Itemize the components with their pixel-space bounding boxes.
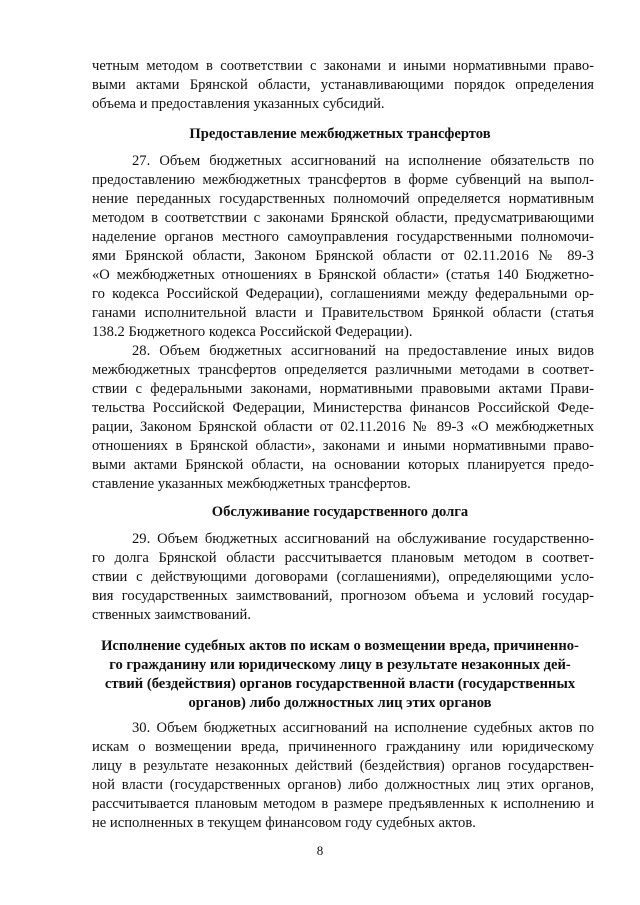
para-29-line: ствии с действующими договорами (соглашениями), определяющими усло- [92, 569, 594, 585]
section-heading-court-acts-line: органов) либо должностных лиц этих органов [188, 695, 492, 711]
intro-line: выми актами Брянской области, устанавливающими порядок определения [92, 77, 594, 93]
para-28-line: выми актами Брянской области, на основании которых планируется предо- [92, 457, 594, 473]
para-30-line: лицу в результате незаконных действий (бездействия) органов государствен- [92, 758, 594, 774]
para-28-line: рации, Законом Брянской области от 02.11.2016 № 89-З «О межбюджетных [92, 419, 594, 435]
para-29-line: 29. Объем бюджетных ассигнований на обслуживание государственно- [132, 531, 594, 547]
para-29-line: ственных заимствований. [92, 607, 251, 623]
section-heading-court-acts-line: го гражданину или юридическому лицу в результате незаконных дей- [109, 657, 571, 673]
para-27-line: нение переданных государственных полномочий определяется нормативным [92, 191, 594, 207]
para-28-line: ставление указанных межбюджетных трансфертов. [92, 476, 411, 492]
para-27-line: «О межбюджетных отношениях в Брянской области» (статья 140 Бюджетно- [92, 267, 594, 283]
section-heading-transfers: Предоставление межбюджетных трансфертов [189, 126, 491, 142]
para-30-line: не исполненных в текущем финансовом году судебных актов. [92, 815, 476, 831]
para-27-line: наделение органов местного самоуправления государственными полномочи- [92, 229, 594, 245]
section-heading-court-acts-line: ствий (бездействия) органов государственной власти (государственных [104, 676, 576, 692]
para-30-line: искам о возмещении вреда, причиненного гражданину или юридическому [92, 739, 594, 755]
section-heading-court-acts-line: Исполнение судебных актов по искам о возмещении вреда, причиненно- [101, 638, 579, 654]
page-number: 8 [316, 843, 324, 858]
intro-line: объема и предоставления указанных субсидий. [92, 96, 385, 112]
intro-line: четным методом в соответствии с законами и иными нормативными право- [92, 58, 594, 74]
para-29-line: го долга Брянской области рассчитывается плановым методом в соответ- [92, 550, 594, 566]
para-27-line: го кодекса Российской Федерации), соглашениями между федеральными ор- [92, 286, 594, 302]
para-28-line: межбюджетных трансфертов определяется различными методами в соответ- [92, 362, 594, 378]
para-27-line: ганами исполнительной власти и Правительством Брянкой области (статья [92, 305, 594, 321]
section-heading-debt-service: Обслуживание государственного долга [211, 504, 469, 520]
para-28-line: 28. Объем бюджетных ассигнований на предоставление иных видов [132, 343, 594, 359]
para-30-line: ной власти (государственных органов) либо должностных лиц этих органов, [92, 777, 594, 793]
para-30-line: рассчитывается плановым методом в размере предъявленных к исполнению и [92, 796, 594, 812]
para-28-line: тельства Российской Федерации, Министерства финансов Российской Феде- [92, 400, 594, 416]
para-29-line: вия государственных заимствований, прогнозом объема и условий государ- [92, 588, 594, 604]
para-30-line: 30. Объем бюджетных ассигнований на исполнение судебных актов по [132, 720, 594, 736]
para-27-line: предоставлению межбюджетных трансфертов в форме субвенций на выпол- [92, 172, 594, 188]
para-27-line: 138.2 Бюджетного кодекса Российской Федерации). [92, 324, 413, 340]
para-28-line: ствии с федеральными законами, нормативными правовыми актами Прави- [92, 381, 594, 397]
para-27-line: методом в соответствии с законами Брянской области, предусматривающими [92, 210, 594, 226]
para-27-line: 27. Объем бюджетных ассигнований на исполнение обязательств по [132, 153, 594, 169]
para-27-line: ями Брянской области, Законом Брянской области от 02.11.2016 № 89-З [92, 248, 594, 264]
para-28-line: отношениях в Брянской области», законами и иными нормативными право- [92, 438, 594, 454]
